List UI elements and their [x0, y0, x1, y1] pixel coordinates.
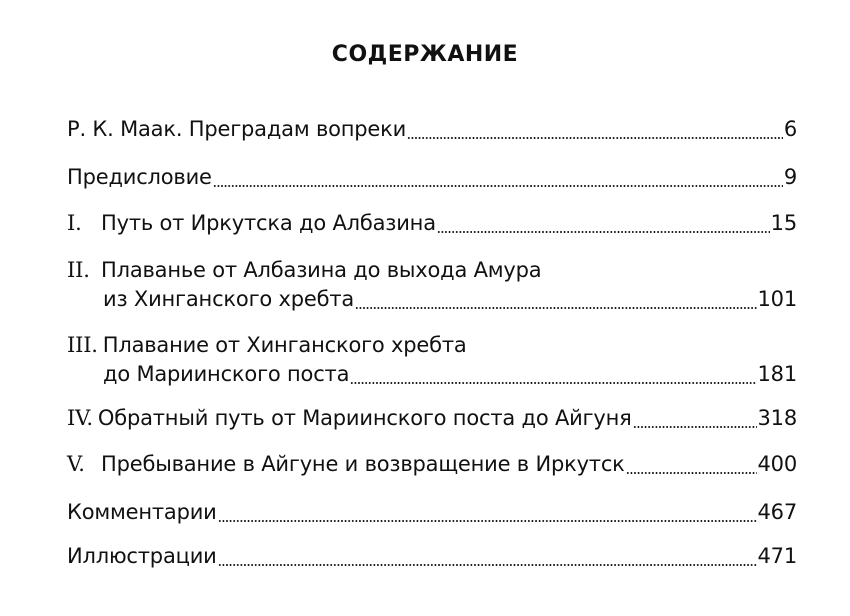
toc-entry — [67, 544, 797, 574]
toc-entry-page: 471 — [757, 544, 797, 568]
toc-entry — [67, 117, 797, 147]
dot-leader — [626, 471, 757, 475]
dot-leader — [213, 184, 783, 188]
page-title: СОДЕРЖАНИЕ — [331, 42, 519, 67]
toc-entry-title: Плавание от Хинганского хребта — [102, 333, 467, 357]
dot-leader — [218, 563, 757, 567]
dot-leader — [218, 519, 757, 523]
toc-entry-continuation — [103, 362, 797, 392]
chapter-number: I. — [67, 211, 82, 235]
toc-entry — [67, 500, 797, 530]
toc-entry-page: 15 — [770, 211, 797, 235]
toc-entry-title: Предисловие — [67, 165, 212, 189]
dot-leader — [633, 425, 757, 429]
toc-entry — [67, 211, 797, 241]
toc-entry-title: Пребывание в Айгуне и возвращение в Иркутск — [101, 452, 625, 476]
dot-leader — [355, 306, 756, 310]
dot-leader — [407, 136, 783, 140]
chapter-number: III. — [67, 333, 98, 357]
chapter-number: IV. — [67, 406, 93, 430]
toc-entry-page: 318 — [757, 406, 797, 430]
toc-entry-page: 181 — [757, 362, 797, 386]
toc-entry-page: 9 — [783, 165, 797, 189]
toc-entry — [67, 406, 797, 436]
chapter-number: II. — [67, 258, 90, 282]
toc-entry — [67, 165, 797, 195]
toc-entry-page: 101 — [757, 287, 797, 311]
toc-entry-title: Р. К. Маак. Преградам вопреки — [67, 117, 407, 141]
toc-entry-title: Комментарии — [67, 500, 217, 524]
toc-entry-title: Обратный путь от Мариинского поста до Айгуня — [97, 406, 632, 430]
toc-entry-page: 467 — [757, 500, 797, 524]
toc-entry-title: Путь от Иркутска до Албазина — [101, 211, 436, 235]
toc-entry-page: 400 — [757, 452, 797, 476]
toc-entry — [67, 452, 797, 482]
toc-entry-title: Плаванье от Албазина до выхода Амура — [101, 258, 542, 282]
toc-entry-continuation — [103, 287, 797, 317]
toc-entry-title-line2: из Хинганского хребта — [103, 287, 355, 311]
toc-entry-title: Иллюстрации — [67, 544, 217, 568]
chapter-number: V. — [67, 452, 85, 476]
dot-leader — [350, 381, 756, 385]
toc-entry-title-line2: до Мариинского поста — [103, 362, 350, 386]
dot-leader — [437, 230, 770, 234]
toc-entry-page: 6 — [783, 117, 797, 141]
toc-entry — [67, 258, 797, 288]
toc-entry — [67, 333, 797, 363]
